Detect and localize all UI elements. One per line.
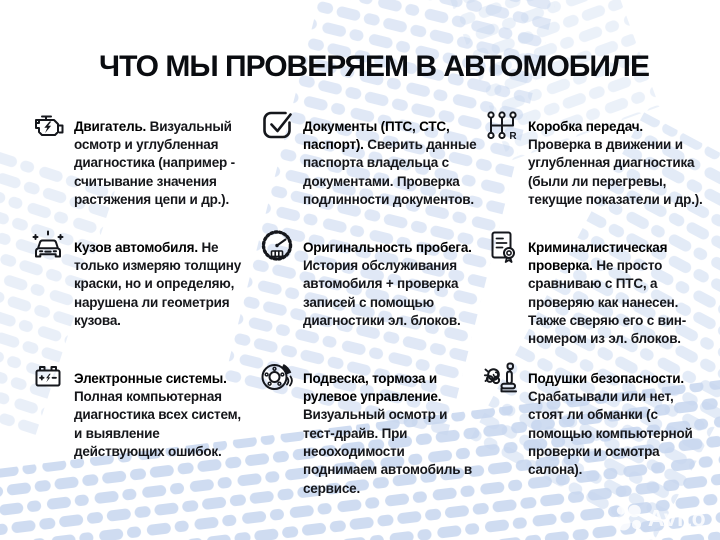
item-text [528,239,706,349]
inspection-grid [28,104,710,512]
item-text [303,239,481,331]
item-body: Не просто сравниваю с ПТС, а проверяю как нанесен. Также сверяю его с вин-номером из эл. блоков. [528,257,687,347]
document-check-icon [257,105,297,145]
gearbox-icon [482,105,522,145]
inspection-item-documents [257,104,482,225]
car-body-icon [28,226,68,266]
item-text [74,370,252,462]
inspection-item-forensic [482,225,710,356]
item-lead: Двигатель. [74,118,147,134]
item-text [528,370,706,480]
item-lead: Оригинальность пробега. [303,239,472,255]
battery-icon [28,357,68,397]
inspection-item-airbags [482,356,710,512]
item-lead: Документы (ПТС, СТС, паспорт). [303,118,450,152]
inspection-item-mileage [257,225,482,356]
item-body: Срабатывали или нет, стоят ли обманки (с помощью компьютерной проверки и осмотра салона). [528,388,693,478]
inspection-item-car-body [28,225,257,356]
gearbox-r-label: R [509,131,517,142]
item-body: История обслуживания автомобиля + проверка записей с помощью диагностики эл. блоков. [303,257,461,328]
item-text [528,118,706,210]
item-body: Сверить данные паспорта владельца с документами. Проверка подлинности документов. [303,136,477,207]
avito-watermark-label: Avito [647,504,706,531]
item-text [303,370,481,499]
inspection-item-electronics [28,356,257,512]
item-body: Визуальный осмотр и тест-драйв. При неооходимости поднимаем автомобиль в сервисе. [303,407,472,496]
item-text [74,118,252,210]
item-body: Визуальный осмотр и углубленная диагностика (например - считывание значения растяжения цепи и др.). [74,118,235,207]
inspection-item-engine [28,104,257,225]
item-lead: Подушки безопасности. [528,370,684,386]
inspection-item-suspension [257,356,482,512]
item-lead: Коробка передач. [528,118,643,134]
engine-icon [28,105,68,145]
item-lead: Подвеска, тормоза и рулевое управление. [303,370,442,404]
odometer-icon [257,226,297,266]
inspection-item-gearbox [482,104,710,225]
avito-logo-icon [613,502,645,534]
item-body: Полная компьютерная диагностика всех систем, и выявление действующих ошибок. [74,388,241,459]
item-lead: Кузов автомобиля. [74,239,198,255]
page-title: ЧТО МЫ ПРОВЕРЯЕМ В АВТОМОБИЛЕ [99,50,649,83]
forensic-document-icon [482,226,522,266]
item-body: Не только измеряю толщину краски, но и определяю, нарушена ли геометрия кузова. [74,239,242,328]
item-text [303,118,481,210]
item-lead: Криминалистическая проверка. [528,239,668,273]
brake-disc-icon [257,357,297,397]
item-body: Проверка в движении и углубленная диагностика (были ли перегревы, текущие показатели и др.). [528,136,703,207]
item-lead: Электронные системы. [74,370,227,386]
airbag-icon [482,357,522,397]
avito-watermark [613,502,706,534]
item-text [74,239,252,331]
